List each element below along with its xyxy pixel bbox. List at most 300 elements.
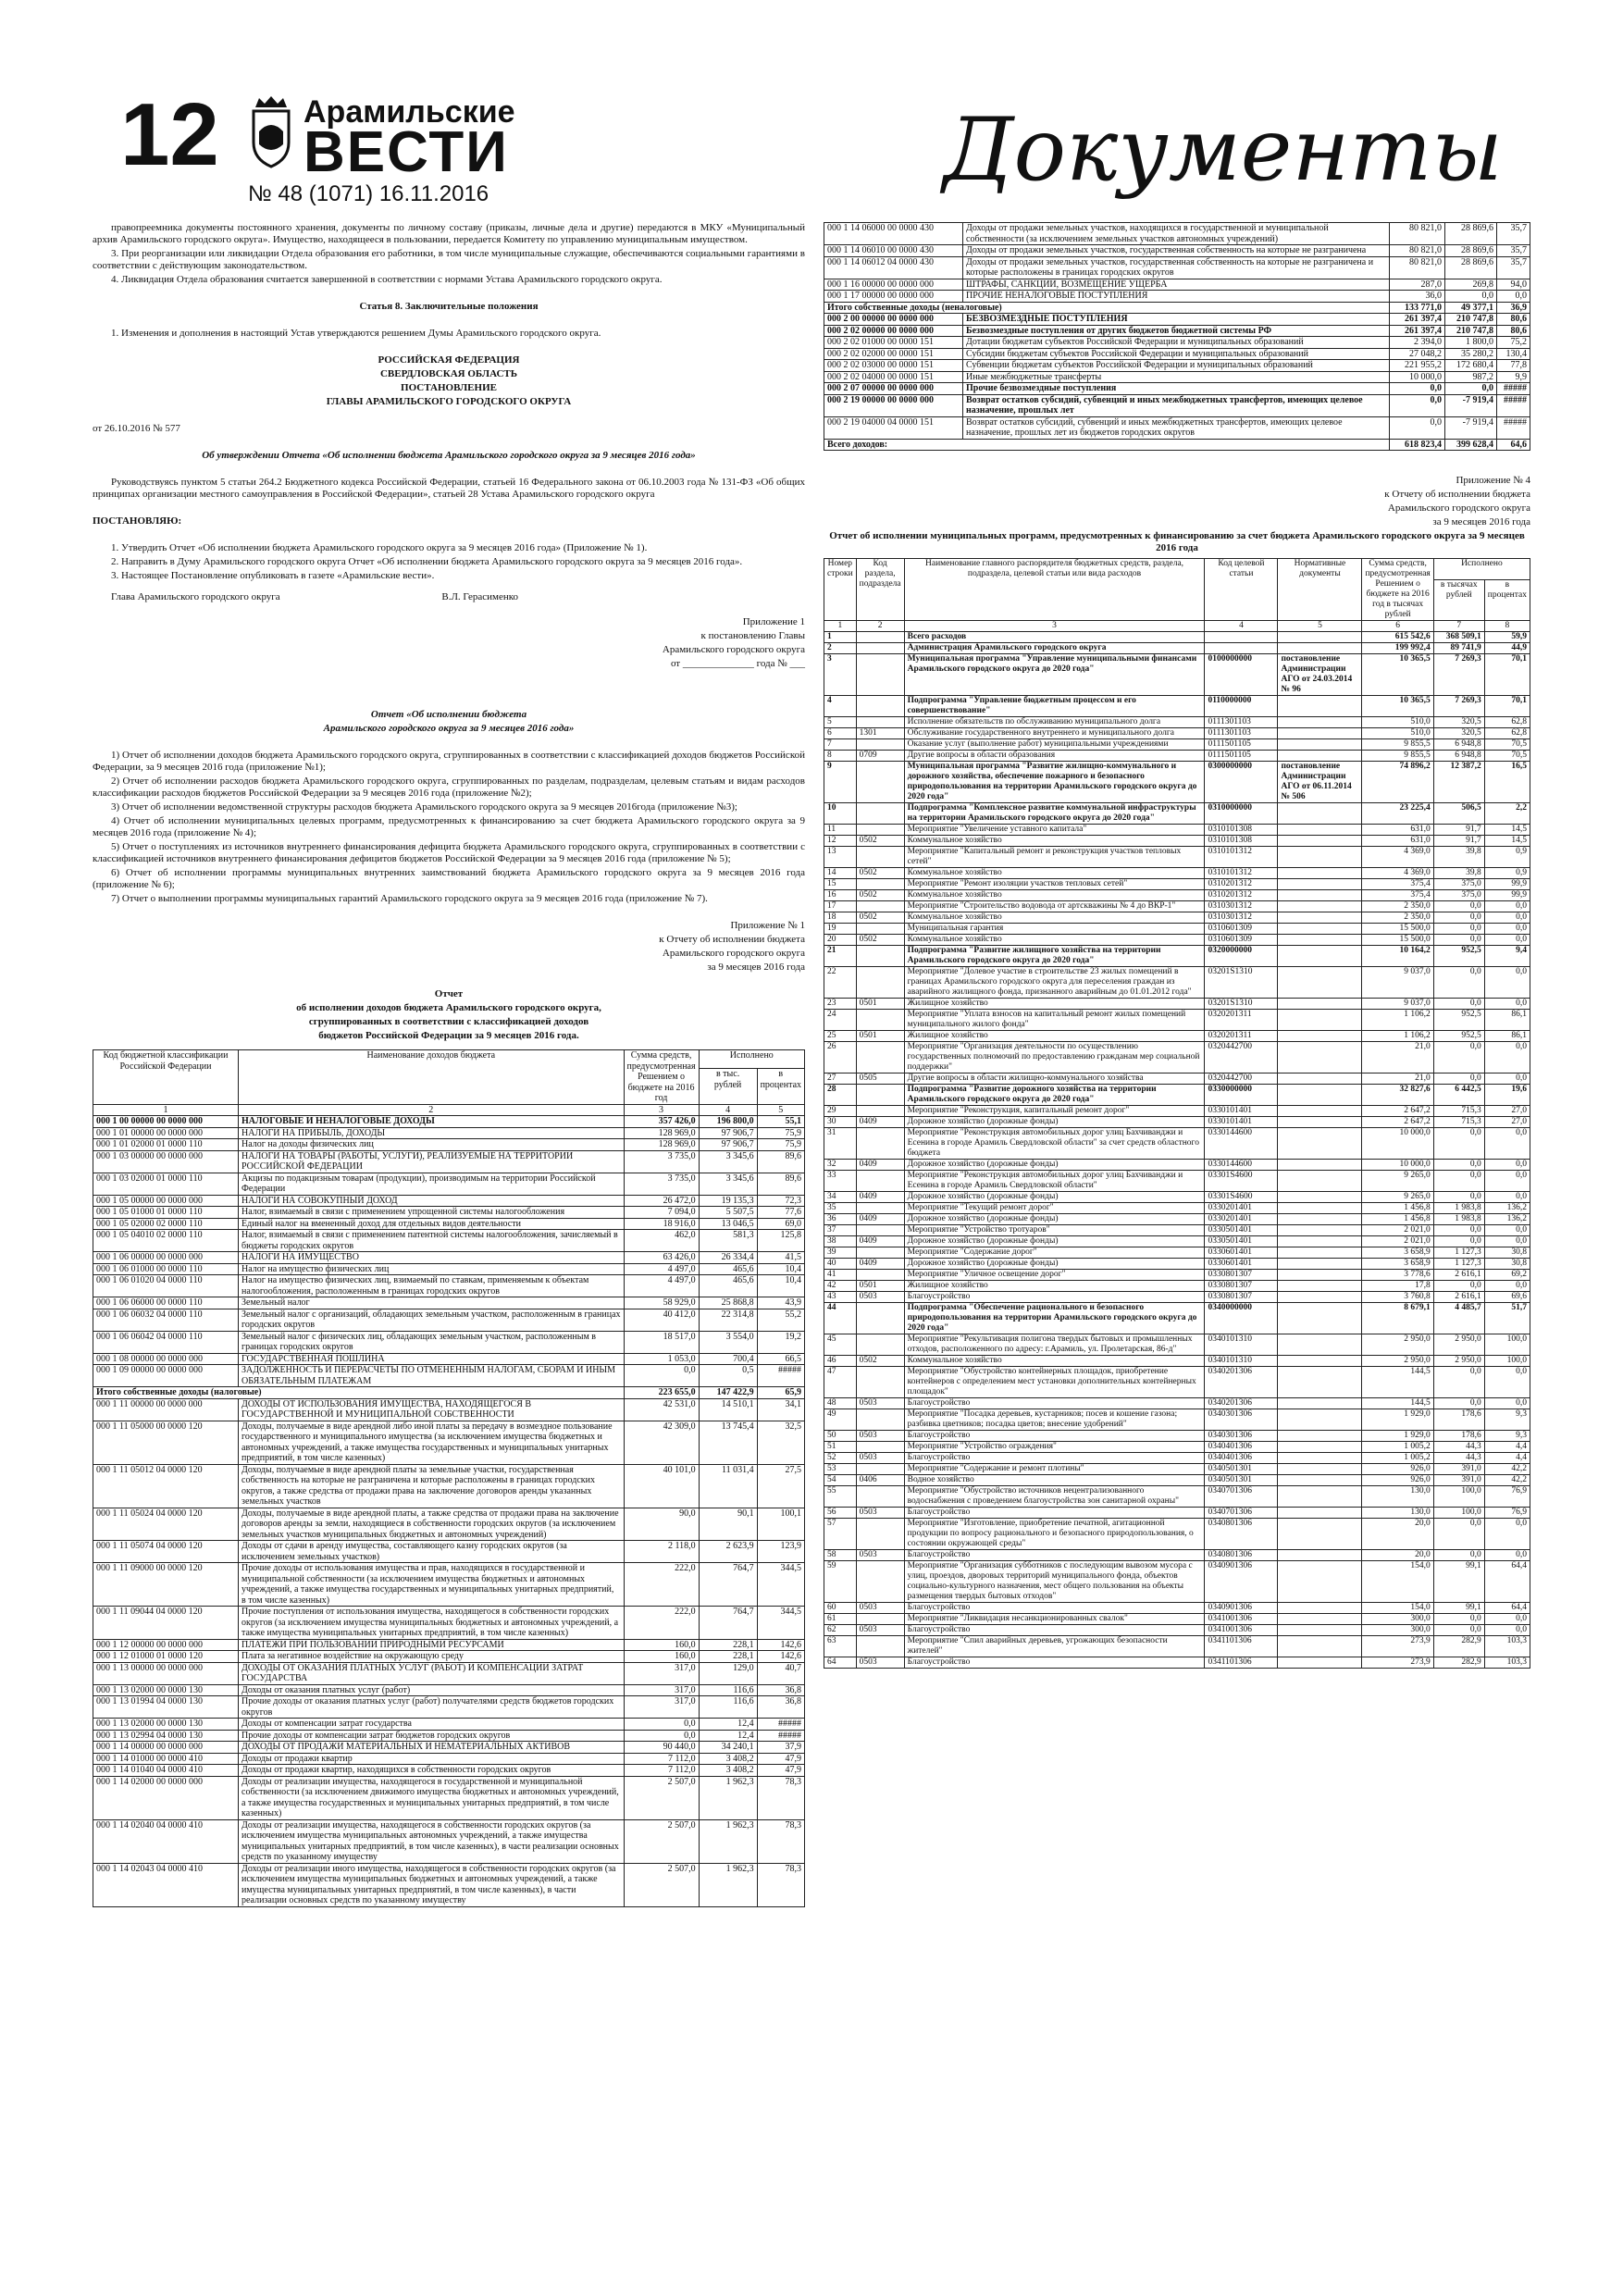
income-name: Доходы от компенсации затрат государства: [239, 1719, 625, 1731]
programs-table: [824, 558, 1530, 1669]
program-target-code: 0320442700: [1205, 1074, 1278, 1085]
income-pct: 94,0: [1497, 279, 1530, 291]
income-plan: 7 112,0: [624, 1753, 699, 1765]
program-pct: 76,9: [1484, 1486, 1530, 1508]
program-plan: 3 778,6: [1362, 1270, 1433, 1281]
table-row: [93, 1696, 805, 1719]
income-plan: 40 412,0: [624, 1309, 699, 1331]
table-row: [93, 1563, 805, 1607]
program-pct: 0,0: [1484, 1550, 1530, 1561]
income-pct: 35,7: [1497, 256, 1530, 279]
signature: [111, 591, 518, 603]
program-row-number: 6: [824, 728, 857, 739]
program-section-code: [856, 1334, 904, 1356]
program-done: 99,1: [1433, 1603, 1484, 1614]
page-number: 12: [120, 85, 219, 184]
program-document: [1278, 1561, 1362, 1603]
income-done: 0,5: [699, 1365, 757, 1387]
income-code: Итого собственные доходы (неналоговые): [824, 302, 1390, 314]
income-code: 000 1 11 05024 04 0000 120: [93, 1508, 239, 1541]
program-target-code: 0340801306: [1205, 1550, 1278, 1561]
table-row: [824, 1603, 1530, 1614]
report-item: 1) Отчет об исполнении доходов бюджета Арамильского городского округа, сгруппированных в соответствии с классификацией доходов бюджетов Российской Федерации, за 9 месяцев 2016 года (приложение №1);: [93, 750, 805, 773]
program-section-code: 0502: [856, 912, 904, 924]
program-done: 320,5: [1433, 717, 1484, 728]
program-document: [1278, 1106, 1362, 1117]
program-row-number: 1: [824, 632, 857, 643]
appendix-4-note: [824, 475, 1530, 528]
program-done: 0,0: [1433, 924, 1484, 935]
program-pct: 0,0: [1484, 1192, 1530, 1203]
program-done: 320,5: [1433, 728, 1484, 739]
income-pct: 9,9: [1497, 371, 1530, 383]
income-pct: 43,9: [757, 1297, 804, 1309]
program-done: 7 269,3: [1433, 696, 1484, 717]
income-done: 12,4: [699, 1719, 757, 1731]
program-target-code: 0310301312: [1205, 912, 1278, 924]
decree-point: 1. Утвердить Отчет «Об исполнении бюджета Арамильского городского округа за 9 месяцев 2016 года» (Приложение № 1).: [111, 542, 648, 553]
income-plan: 160,0: [624, 1639, 699, 1651]
program-row-number: 11: [824, 825, 857, 836]
program-plan: 2 350,0: [1362, 901, 1433, 912]
program-section-code: 0503: [856, 1453, 904, 1464]
ustav-tail: [93, 222, 805, 286]
brand-top: Арамильские: [304, 94, 515, 130]
program-pct: 103,3: [1484, 1636, 1530, 1657]
program-pct: 51,7: [1484, 1303, 1530, 1334]
decree-heading-line: СВЕРДЛОВСКАЯ ОБЛАСТЬ: [379, 368, 518, 379]
table-row: [824, 1270, 1530, 1281]
income-code: 000 1 13 00000 00 0000 000: [93, 1662, 239, 1684]
income-done: 764,7: [699, 1607, 757, 1640]
table-row: [93, 1252, 805, 1264]
program-document: [1278, 1085, 1362, 1106]
program-row-number: 54: [824, 1475, 857, 1486]
program-plan: 510,0: [1362, 717, 1433, 728]
income-pct: 47,9: [757, 1765, 804, 1777]
income-code: 000 1 14 02040 04 0000 410: [93, 1819, 239, 1863]
program-name: Коммунальное хозяйство: [904, 935, 1205, 946]
program-name: Жилищное хозяйство: [904, 999, 1205, 1010]
income-pct: 36,9: [1497, 302, 1530, 314]
program-section-code: [856, 739, 904, 751]
table-row: [93, 1719, 805, 1731]
income-table-continued: [824, 222, 1530, 451]
program-target-code: 0340801306: [1205, 1519, 1278, 1550]
program-done: 952,5: [1433, 1010, 1484, 1031]
program-plan: 15 500,0: [1362, 924, 1433, 935]
income-pct: #####: [757, 1719, 804, 1731]
program-pct: 0,0: [1484, 1519, 1530, 1550]
program-section-code: 0502: [856, 1356, 904, 1367]
decree-title: Об утверждении Отчета «Об исполнении бюджета Арамильского городского округа за 9 месяцев 2016 года»: [202, 450, 696, 461]
column-number: 1: [93, 1104, 239, 1116]
program-done: 0,0: [1433, 1160, 1484, 1171]
table-row: [824, 1636, 1530, 1657]
program-section-code: [856, 1042, 904, 1074]
program-pct: 62,8: [1484, 728, 1530, 739]
program-row-number: 22: [824, 967, 857, 999]
income-plan: 80 821,0: [1390, 223, 1445, 245]
table-row: [824, 1508, 1530, 1519]
income-plan: 222,0: [624, 1607, 699, 1640]
income-header-rub: в тыс. рублей: [699, 1069, 757, 1104]
income-plan: 2 118,0: [624, 1541, 699, 1563]
program-row-number: 59: [824, 1561, 857, 1603]
program-target-code: 0310201312: [1205, 879, 1278, 890]
program-name: Благоустройство: [904, 1625, 1205, 1636]
table-row: [824, 946, 1530, 967]
program-row-number: 33: [824, 1171, 857, 1192]
income-code: 000 1 16 00000 00 0000 000: [824, 279, 963, 291]
income-plan: 3 735,0: [624, 1173, 699, 1195]
report-item: 2) Отчет об исполнении расходов бюджета Арамильского городского округа, сгруппированных по разделам, подразделам, целевым статьям и видам расходов классификации расходов бюджетов Российской Федерации за 9 месяцев 2016 года (приложение №2);: [93, 776, 805, 799]
program-row-number: 10: [824, 803, 857, 825]
table-row: [93, 1730, 805, 1742]
income-name: ДОХОДЫ ОТ ИСПОЛЬЗОВАНИЯ ИМУЩЕСТВА, НАХОДЯЩЕГОСЯ В ГОСУДАРСТВЕННОЙ И МУНИЦИПАЛЬНОЙ СОБСТВЕННОСТИ: [239, 1398, 625, 1421]
program-target-code: 0340501301: [1205, 1464, 1278, 1475]
program-document: [1278, 1192, 1362, 1203]
program-pct: 0,9: [1484, 868, 1530, 879]
program-plan: 1 456,8: [1362, 1203, 1433, 1214]
program-target-code: 03301S4600: [1205, 1192, 1278, 1203]
table-row: [824, 751, 1530, 762]
program-name: Водное хозяйство: [904, 1475, 1205, 1486]
programs-header-pct: в процентах: [1484, 579, 1530, 620]
income-pct: 41,5: [757, 1252, 804, 1264]
income-name: НАЛОГИ НА СОВОКУПНЫЙ ДОХОД: [239, 1195, 625, 1207]
program-name: Муниципальная программа "Управление муниципальными финансами Арамильского городского округа до 2020 года": [904, 654, 1205, 696]
program-document: [1278, 1074, 1362, 1085]
program-plan: 926,0: [1362, 1475, 1433, 1486]
income-name: ЗАДОЛЖЕННОСТЬ И ПЕРЕРАСЧЕТЫ ПО ОТМЕНЕННЫМ НАЛОГАМ, СБОРАМ И ИНЫМ ОБЯЗАТЕЛЬНЫМ ПЛАТЕЖАМ: [239, 1365, 625, 1387]
column-number: 7: [1433, 621, 1484, 632]
income-title-line: Отчет: [434, 988, 464, 999]
program-target-code: 03301S4600: [1205, 1171, 1278, 1192]
program-pct: 0,0: [1484, 935, 1530, 946]
table-row: [93, 1150, 805, 1173]
income-plan: 3 735,0: [624, 1150, 699, 1173]
table-row: [824, 728, 1530, 739]
table-row: [824, 360, 1530, 372]
income-pct: 89,6: [757, 1173, 804, 1195]
income-plan: 261 397,4: [1390, 314, 1445, 326]
table-row: [824, 1259, 1530, 1270]
program-done: 6 442,5: [1433, 1085, 1484, 1106]
income-code: 000 2 19 04000 04 0000 151: [824, 416, 963, 439]
program-plan: 2 021,0: [1362, 1236, 1433, 1247]
income-code: 000 1 12 01000 01 0000 120: [93, 1651, 239, 1663]
table-row: [824, 935, 1530, 946]
income-name: Прочие поступления от использования имущества, находящегося в собственности городских округов (за исключением имущества муниципальных бюджетных и автономных учреждений, а также имущества муниципальных унитарных предприятий, в том числе казенных): [239, 1607, 625, 1640]
income-code: 000 1 11 09044 04 0000 120: [93, 1607, 239, 1640]
table-row: [824, 967, 1530, 999]
table-row: [93, 1508, 805, 1541]
program-target-code: 0330201401: [1205, 1214, 1278, 1225]
table-row: [93, 1365, 805, 1387]
income-plan: 357 426,0: [624, 1116, 699, 1128]
program-row-number: 48: [824, 1398, 857, 1409]
income-pct: #####: [757, 1730, 804, 1742]
program-target-code: 0110000000: [1205, 696, 1278, 717]
income-name: НАЛОГИ НА ПРИБЫЛЬ, ДОХОДЫ: [239, 1127, 625, 1139]
program-document: [1278, 1117, 1362, 1128]
program-pct: 9,3: [1484, 1409, 1530, 1431]
income-pct: #####: [1497, 394, 1530, 416]
income-done: 465,6: [699, 1275, 757, 1297]
income-name: Доходы от продажи земельных участков, находящихся в государственной и муниципальной собственности (за исключением земельных участков автономных учреждений): [963, 223, 1390, 245]
table-row: [93, 1639, 805, 1651]
income-plan: 18 517,0: [624, 1331, 699, 1353]
program-done: 506,5: [1433, 803, 1484, 825]
program-done: 12 387,2: [1433, 762, 1484, 803]
program-target-code: 0320442700: [1205, 1042, 1278, 1074]
program-pct: 0,9: [1484, 847, 1530, 868]
program-row-number: 3: [824, 654, 857, 696]
program-document: постановление Администрации АГО от 24.03.2014 № 96: [1278, 654, 1362, 696]
program-done: 1 127,3: [1433, 1247, 1484, 1259]
income-code: 000 1 05 00000 00 0000 000: [93, 1195, 239, 1207]
program-row-number: 15: [824, 879, 857, 890]
income-plan: 223 655,0: [624, 1387, 699, 1399]
table-row: [93, 1651, 805, 1663]
program-done: 0,0: [1433, 1042, 1484, 1074]
income-code: 000 2 02 04000 00 0000 151: [824, 371, 963, 383]
program-section-code: [856, 1367, 904, 1398]
report-title-line: Отчет «Об исполнении бюджета: [370, 709, 527, 720]
program-row-number: 20: [824, 935, 857, 946]
program-plan: 631,0: [1362, 825, 1433, 836]
program-plan: 10 365,5: [1362, 696, 1433, 717]
income-name: ПРОЧИЕ НЕНАЛОГОВЫЕ ПОСТУПЛЕНИЯ: [963, 291, 1390, 303]
income-code: 000 1 12 00000 00 0000 000: [93, 1639, 239, 1651]
income-plan: 261 397,4: [1390, 325, 1445, 337]
income-header-pct: в процентах: [757, 1069, 804, 1104]
program-plan: 32 827,6: [1362, 1085, 1433, 1106]
program-done: 0,0: [1433, 999, 1484, 1010]
program-done: 0,0: [1433, 1074, 1484, 1085]
income-code: Итого собственные доходы (налоговые): [93, 1387, 625, 1399]
program-document: [1278, 847, 1362, 868]
program-pct: 0,0: [1484, 1160, 1530, 1171]
left-column: [93, 222, 805, 1907]
program-target-code: 0330501401: [1205, 1225, 1278, 1236]
program-section-code: [856, 762, 904, 803]
program-document: [1278, 1171, 1362, 1192]
income-name: ШТРАФЫ, САНКЦИИ, ВОЗМЕЩЕНИЕ УЩЕРБА: [963, 279, 1390, 291]
program-done: 375,0: [1433, 890, 1484, 901]
program-document: [1278, 935, 1362, 946]
programs-header-plan: Сумма средств, предусмотренная Решением о бюджете на 2016 год в тысячах рублей: [1362, 559, 1433, 621]
table-row: [824, 1625, 1530, 1636]
income-plan: 80 821,0: [1390, 245, 1445, 257]
program-target-code: 03201S1310: [1205, 999, 1278, 1010]
program-section-code: [856, 1270, 904, 1281]
income-pct: 80,6: [1497, 314, 1530, 326]
program-plan: 375,4: [1362, 890, 1433, 901]
income-pct: 19,2: [757, 1331, 804, 1353]
program-name: Мероприятие "Спил аварийных деревьев, угрожающих безопасности жителей": [904, 1636, 1205, 1657]
income-name: Доходы от реализации имущества, находящегося в государственной и муниципальной собственности (за исключением движимого имущества бюджетных и автономных учреждений, а также имущества государственных и муниципальных унитарных предприятий, в том числе казенных): [239, 1776, 625, 1819]
program-pct: 2,2: [1484, 803, 1530, 825]
table-row: [824, 1160, 1530, 1171]
income-pct: 89,6: [757, 1150, 804, 1173]
program-name: Благоустройство: [904, 1292, 1205, 1303]
program-row-number: 13: [824, 847, 857, 868]
income-code: 000 1 11 05012 04 0000 120: [93, 1464, 239, 1508]
program-plan: 10 000,0: [1362, 1128, 1433, 1160]
income-table: [93, 1049, 805, 1907]
program-section-code: [856, 1010, 904, 1031]
program-target-code: 0330201401: [1205, 1203, 1278, 1214]
program-pct: 99,9: [1484, 879, 1530, 890]
issue-number: № 48 (1071) 16.11.2016: [248, 181, 489, 206]
column-number: 8: [1484, 621, 1530, 632]
program-section-code: 0502: [856, 868, 904, 879]
income-name: Доходы от реализации имущества, находящегося в собственности городских округов (за исключением имущества муниципальных автономных учреждений, а также имущества муниципальных унитарных предприятий, в том числе казенных), в части реализации основных средств по указанному имуществу: [239, 1819, 625, 1863]
program-pct: 0,0: [1484, 1398, 1530, 1409]
income-pct: 55,2: [757, 1309, 804, 1331]
table-row: [93, 1195, 805, 1207]
program-document: [1278, 1042, 1362, 1074]
program-plan: 74 896,2: [1362, 762, 1433, 803]
income-done: 11 031,4: [699, 1464, 757, 1508]
income-plan: 42 531,0: [624, 1398, 699, 1421]
income-plan: 317,0: [624, 1684, 699, 1696]
income-plan: 90,0: [624, 1508, 699, 1541]
program-document: [1278, 1409, 1362, 1431]
table-row: [93, 1173, 805, 1195]
income-plan: 80 821,0: [1390, 256, 1445, 279]
income-name: Доходы, получаемые в виде арендной либо иной платы за передачу в возмездное пользование государственного и муниципального имущества (за исключением имущества бюджетных и автономных учреждений, а также имущества государственных и муниципальных унитарных предприятий, в том числе казенных): [239, 1421, 625, 1464]
program-plan: 3 760,8: [1362, 1292, 1433, 1303]
program-document: [1278, 1657, 1362, 1669]
report-items: [93, 750, 805, 905]
program-document: [1278, 1625, 1362, 1636]
income-done: 97 906,7: [699, 1127, 757, 1139]
income-done: 0,0: [1445, 383, 1497, 395]
table-row: [824, 1192, 1530, 1203]
program-section-code: [856, 1303, 904, 1334]
program-name: Подпрограмма "Развитие дорожного хозяйства на территории Арамильского городского округа до 2020 года": [904, 1085, 1205, 1106]
program-plan: 2 350,0: [1362, 912, 1433, 924]
column-number: 5: [757, 1104, 804, 1116]
income-pct: 10,4: [757, 1263, 804, 1275]
income-plan: 0,0: [624, 1365, 699, 1387]
table-row: [93, 1309, 805, 1331]
program-document: [1278, 1203, 1362, 1214]
program-plan: 510,0: [1362, 728, 1433, 739]
income-name: Безвозмездные поступления от других бюджетов бюджетной системы РФ: [963, 325, 1390, 337]
program-plan: 2 950,0: [1362, 1356, 1433, 1367]
program-done: 100,0: [1433, 1508, 1484, 1519]
income-pct: 40,7: [757, 1662, 804, 1684]
program-document: [1278, 717, 1362, 728]
income-done: 22 314,8: [699, 1309, 757, 1331]
program-pct: 0,0: [1484, 1236, 1530, 1247]
income-plan: 27 048,2: [1390, 348, 1445, 360]
program-document: [1278, 1636, 1362, 1657]
program-plan: 9 037,0: [1362, 999, 1433, 1010]
program-section-code: 0709: [856, 751, 904, 762]
program-row-number: 29: [824, 1106, 857, 1117]
income-pct: #####: [1497, 416, 1530, 439]
table-row: [824, 383, 1530, 395]
appendix-line: Арамильского городского округа: [662, 644, 805, 655]
income-done: 147 422,9: [699, 1387, 757, 1399]
program-pct: 64,4: [1484, 1561, 1530, 1603]
table-row: [824, 1171, 1530, 1192]
ustav-paragraph: 4. Ликвидация Отдела образования считается завершенной в соответствии с нормами Устава Арамильского городского округа.: [111, 274, 663, 285]
program-target-code: 0310101308: [1205, 836, 1278, 847]
program-pct: 30,8: [1484, 1247, 1530, 1259]
program-done: 0,0: [1433, 1550, 1484, 1561]
income-done: 700,4: [699, 1353, 757, 1365]
program-pct: 0,0: [1484, 1171, 1530, 1192]
table-row: [824, 348, 1530, 360]
income-plan: 4 497,0: [624, 1275, 699, 1297]
program-pct: 9,3: [1484, 1431, 1530, 1442]
program-pct: 76,9: [1484, 1508, 1530, 1519]
program-section-code: [856, 1519, 904, 1550]
table-row: [824, 439, 1530, 451]
program-row-number: 2: [824, 643, 857, 654]
program-target-code: 0341001306: [1205, 1614, 1278, 1625]
income-name: Налог, взимаемый в связи с применением упрощенной системы налогообложения: [239, 1207, 625, 1219]
program-done: 0,0: [1433, 1225, 1484, 1236]
table-row: [824, 1225, 1530, 1236]
income-plan: 2 507,0: [624, 1776, 699, 1819]
program-section-code: [856, 1486, 904, 1508]
program-section-code: 0503: [856, 1431, 904, 1442]
program-document: [1278, 946, 1362, 967]
table-row: [93, 1331, 805, 1353]
program-section-code: 0503: [856, 1508, 904, 1519]
income-plan: 63 426,0: [624, 1252, 699, 1264]
table-row: [93, 1464, 805, 1508]
income-code: 000 2 07 00000 00 0000 000: [824, 383, 963, 395]
program-pct: 70,1: [1484, 696, 1530, 717]
program-plan: 15 500,0: [1362, 935, 1433, 946]
program-plan: 20,0: [1362, 1519, 1433, 1550]
income-plan: 133 771,0: [1390, 302, 1445, 314]
income-done: -7 919,4: [1445, 416, 1497, 439]
program-pct: 0,0: [1484, 1042, 1530, 1074]
program-name: Другие вопросы в области жилищно-коммунального хозяйства: [904, 1074, 1205, 1085]
program-plan: 9 037,0: [1362, 967, 1433, 999]
table-row: [824, 1561, 1530, 1603]
income-name: НАЛОГИ НА ТОВАРЫ (РАБОТЫ, УСЛУГИ), РЕАЛИЗУЕМЫЕ НА ТЕРРИТОРИИ РОССИЙСКОЙ ФЕДЕРАЦИИ: [239, 1150, 625, 1173]
income-plan: 128 969,0: [624, 1139, 699, 1151]
income-code: 000 2 02 01000 00 0000 151: [824, 337, 963, 349]
program-section-code: [856, 1106, 904, 1117]
program-row-number: 7: [824, 739, 857, 751]
program-name: Дорожное хозяйство (дорожные фонды): [904, 1160, 1205, 1171]
program-target-code: [1205, 632, 1278, 643]
table-row: [824, 1453, 1530, 1464]
income-pct: 32,5: [757, 1421, 804, 1464]
program-section-code: [856, 1225, 904, 1236]
program-done: 715,3: [1433, 1106, 1484, 1117]
program-done: 178,6: [1433, 1409, 1484, 1431]
program-row-number: 64: [824, 1657, 857, 1669]
program-target-code: 0310201312: [1205, 890, 1278, 901]
table-row: [93, 1353, 805, 1365]
table-row: [824, 739, 1530, 751]
program-name: Подпрограмма "Обеспечение рационального и безопасного природопользования на территории Арамильского городского округа до 2020 года": [904, 1303, 1205, 1334]
brand-bottom: ВЕСТИ: [304, 120, 509, 184]
income-plan: 40 101,0: [624, 1464, 699, 1508]
